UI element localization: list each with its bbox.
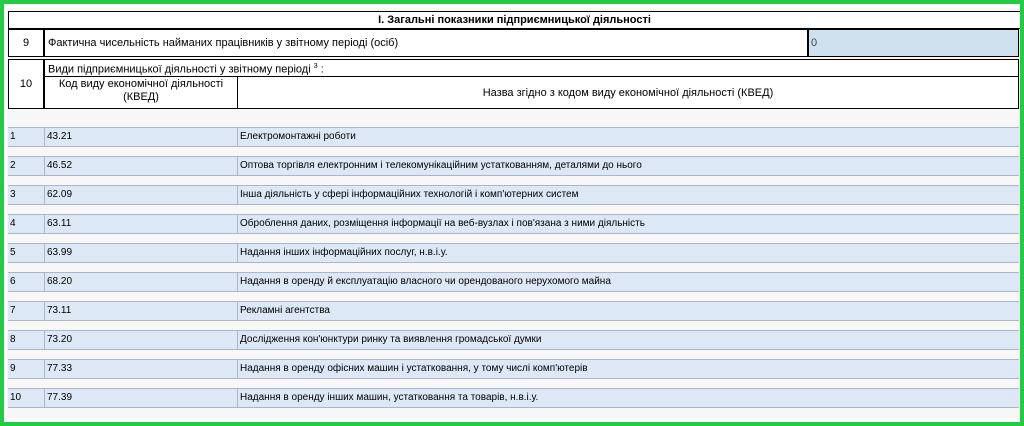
kved-code: 77.39 <box>44 389 237 407</box>
section-title: І. Загальні показники підприємницької діяльності <box>8 11 1021 29</box>
table-row[interactable] <box>8 243 1019 263</box>
kved-name: Електромонтажні роботи <box>237 128 1020 146</box>
row-employees <box>8 29 1019 57</box>
table-row[interactable] <box>8 359 1019 379</box>
kved-name: Надання в оренду й експлуатацію власного чи орендованого нерухомого майна <box>237 273 1020 291</box>
row-index: 8 <box>10 334 16 345</box>
kved-name: Оптова торгівля електронним і телекомунікаційним устаткованням, деталями до нього <box>237 157 1020 175</box>
kved-code: 62.09 <box>44 186 237 204</box>
activities-label-text: Види підприємницької діяльності у звітному періоді <box>48 63 311 76</box>
row-index: 1 <box>10 131 16 142</box>
kved-code: 77.33 <box>44 360 237 378</box>
row-activities-header <box>8 59 1019 109</box>
row-index: 4 <box>10 218 16 229</box>
row-number: 10 <box>8 59 44 109</box>
table-row[interactable] <box>8 272 1019 292</box>
kved-code: 43.21 <box>44 128 237 146</box>
table-row[interactable] <box>8 388 1019 408</box>
name-column-header: Назва згідно з кодом виду економічної діяльності (КВЕД) <box>237 76 1019 109</box>
footnote-marker: 3 <box>313 63 318 70</box>
activities-label-suffix: : <box>320 63 324 76</box>
row-index: 6 <box>10 276 16 287</box>
table-row[interactable] <box>8 185 1019 205</box>
code-column-header: Код виду економічної діяльності (КВЕД) <box>44 76 238 109</box>
kved-code: 63.11 <box>44 215 237 233</box>
kved-name: Надання в оренду офісних машин і устатковання, у тому числі комп'ютерів <box>237 360 1020 378</box>
row-index: 10 <box>10 392 22 403</box>
report-form <box>7 8 1020 418</box>
table-row[interactable] <box>8 156 1019 176</box>
row-index: 3 <box>10 189 16 200</box>
kved-name: Надання в оренду інших машин, устатковання та товарів, н.в.і.у. <box>237 389 1020 407</box>
kved-name: Надання інших інформаційних послуг, н.в.і.у. <box>237 244 1020 262</box>
row-number: 9 <box>8 29 44 57</box>
kved-code: 68.20 <box>44 273 237 291</box>
kved-name: Дослідження кон'юнктури ринку та виявлення громадської думки <box>237 331 1020 349</box>
row-index: 9 <box>10 363 16 374</box>
employees-count-field[interactable]: 0 <box>808 29 1019 57</box>
table-row[interactable] <box>8 214 1019 234</box>
row-index: 7 <box>10 305 16 316</box>
kved-code: 73.11 <box>44 302 237 320</box>
table-row[interactable] <box>8 127 1019 147</box>
kved-code: 46.52 <box>44 157 237 175</box>
employees-label: Фактична чисельність найманих працівників у звітному періоді (осіб) <box>44 29 808 57</box>
activities-label <box>44 59 1019 77</box>
kved-name: Оброблення даних, розміщення інформації на веб-вузлах і пов'язана з ними діяльність <box>237 215 1020 233</box>
table-row[interactable] <box>8 301 1019 321</box>
row-index: 5 <box>10 247 16 258</box>
row-index: 2 <box>10 160 16 171</box>
kved-name: Інша діяльність у сфері інформаційних технологій і комп'ютерних систем <box>237 186 1020 204</box>
kved-code: 63.99 <box>44 244 237 262</box>
kved-name: Рекламні агентства <box>237 302 1020 320</box>
table-row[interactable] <box>8 330 1019 350</box>
kved-code: 73.20 <box>44 331 237 349</box>
